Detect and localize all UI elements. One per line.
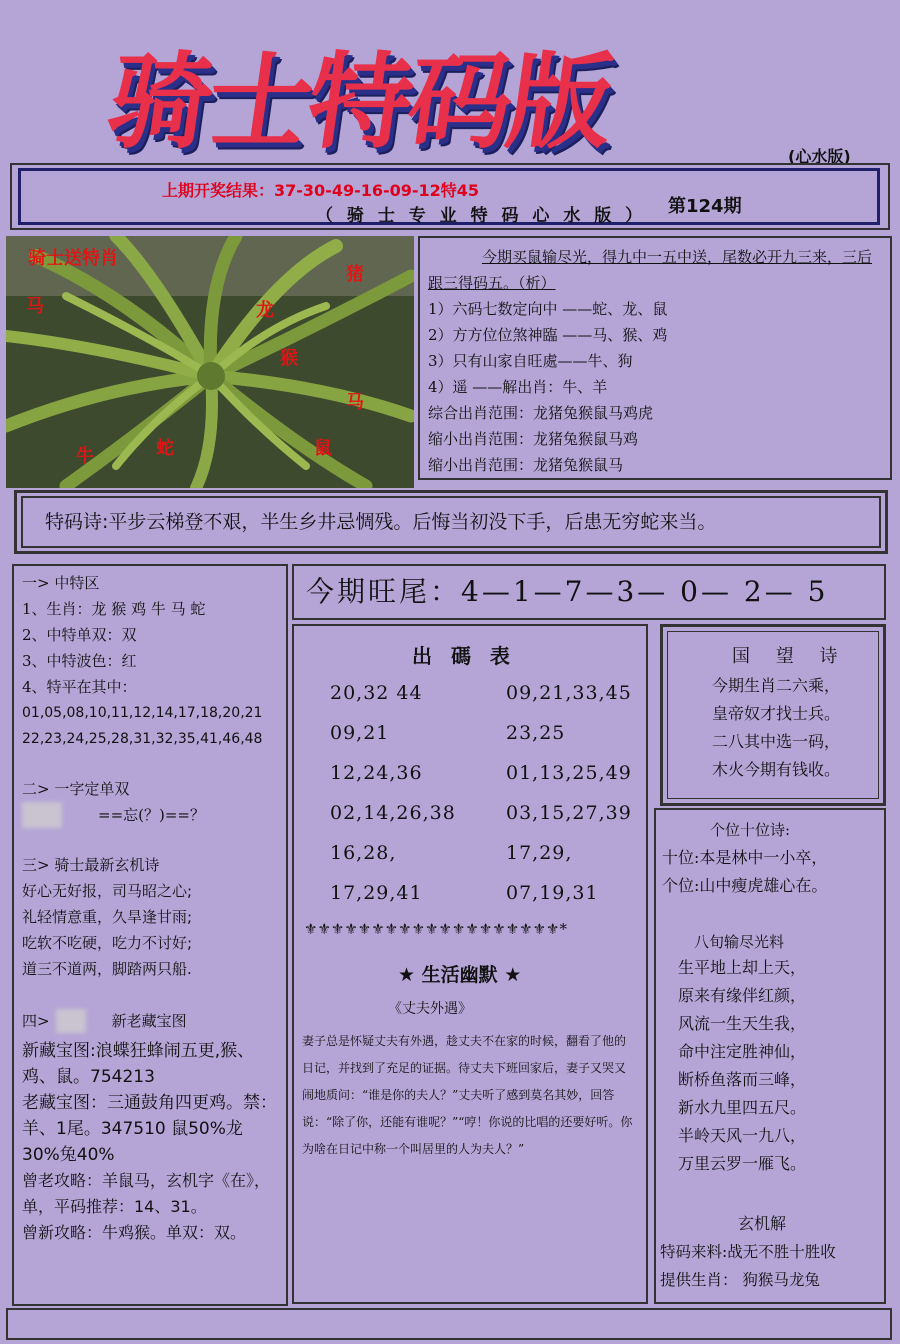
analysis-line: 综合出肖范围：龙猪兔猴鼠马鸡虎 <box>428 404 654 422</box>
joke-text: 妻子总是怀疑丈夫有外遇，趁丈夫不在家的时候，翻看了他的日记，并找到了充足的证据。待丈夫下班回家后，妻子又哭又闹地质问：“谁是你的夫人？”丈夫听了感到莫名其妙，回答说：“除了你，还能有谁呢？”“哼！你说的比唱的还要好听。你为啥在日记中称一个叫居里的人为夫人？” <box>302 1034 633 1156</box>
number-cell: 09,21,33,45 <box>506 682 632 704</box>
plant-label-rat: 鼠 <box>314 438 332 459</box>
plant-label-monkey: 猴 <box>280 348 298 369</box>
plant-image <box>6 236 414 488</box>
slogan: （ 骑 士 专 业 特 码 心 水 版 ） <box>316 206 647 226</box>
section-1-line: 3、中特波色：红 <box>22 652 137 670</box>
section-1-line: 1、生肖：龙 猴 鸡 牛 马 蛇 <box>22 600 206 618</box>
bottom-bar <box>6 1308 892 1340</box>
baju-line: 风流一生天生我， <box>678 1014 807 1033</box>
baju-line: 断桥鱼落而三峰， <box>678 1070 807 1089</box>
number-cell: 23,25 <box>506 722 566 744</box>
section-1-line: 4、特平在其中： <box>22 678 137 696</box>
section-3-line: 好心无好报，司马昭之心; <box>22 882 193 900</box>
guowang-line: 皇帝奴才找士兵。 <box>712 704 841 723</box>
baju-line: 万里云罗一雁飞。 <box>678 1154 807 1173</box>
right-lower-panel <box>654 808 886 1304</box>
section-3-line: 吃软不吃硬，吃力不讨好; <box>22 934 193 952</box>
section-3-line: 道三不道两，脚踏两只船. <box>22 960 192 978</box>
analysis-line: 3）只有山家自旺處——牛、狗 <box>428 352 633 370</box>
gewei-title: 个位十位诗: <box>710 821 791 839</box>
guowang-line: 二八其中选一码， <box>712 732 841 751</box>
divider-ornament: ⚜⚜⚜⚜⚜⚜⚜⚜⚜⚜⚜⚜⚜⚜⚜⚜⚜⚜⚜* <box>304 920 567 938</box>
section-3-line: 礼轻情意重，久旱逢甘雨; <box>22 908 193 926</box>
shiwei-poem: 十位:本是林中一小卒， <box>662 848 828 867</box>
number-cell: 02,14,26,38 <box>330 802 456 824</box>
guowang-inner <box>667 631 879 799</box>
section-1-line: 2、中特单双：双 <box>22 626 137 644</box>
special-numbers-2: 22,23,24,25,28,31,32,35,41,46,48 <box>22 731 263 747</box>
section-4-title-row <box>22 1008 278 1034</box>
laogong-strategy: 曾老攻略：羊鼠马，玄机字《在》，单，平码推荐：14、31。 <box>22 1171 271 1216</box>
xingong-strategy: 曾新攻略：牛鸡猴。单双：双。 <box>22 1223 247 1242</box>
plant-label-snake: 蛇 <box>156 438 174 459</box>
analysis-line: 1）六码七数定向中 ——蛇、龙、鼠 <box>428 300 668 318</box>
xuanji-title: 玄机解 <box>738 1214 787 1233</box>
section-2-line: ==忘(？)==？ <box>98 806 205 824</box>
plant-label-dragon: 龙 <box>256 300 274 321</box>
baju-line: 命中注定胜神仙， <box>678 1042 807 1061</box>
section-2-title: 二> 一字定单双 <box>22 780 130 798</box>
page-title: 骑士特码版 <box>100 41 618 163</box>
guowang-line: 木火今期有钱收。 <box>712 760 841 779</box>
baju-line: 原来有缘伴红颜， <box>678 986 807 1005</box>
number-cell: 12,24,36 <box>330 762 423 784</box>
new-treasure-map: 新藏宝图:浪蝶狂蜂闹五更,猴、鸡、鼠。754213 <box>22 1041 255 1087</box>
joke-title: 《丈夫外遇》 <box>388 1001 472 1017</box>
number-cell: 17,29, <box>506 842 573 864</box>
issue-number: 第124期 <box>668 196 742 217</box>
gewei-poem: 个位:山中瘦虎雄心在。 <box>662 876 828 895</box>
guowang-poem-panel <box>660 624 886 806</box>
old-treasure-map: 老藏宝图：三通鼓角四更鸡。禁：羊、1尾。347510 鼠50%龙30%兔40% <box>22 1093 277 1165</box>
section-3-title: 三> 骑士最新玄机诗 <box>22 856 160 874</box>
section-4-title: 四> <box>22 1012 50 1030</box>
blurred-mark <box>22 802 62 828</box>
analysis-line: 2）方方位位煞神臨 ——马、猴、鸡 <box>428 326 668 344</box>
guowang-line: 今期生肖二六乘， <box>712 676 841 695</box>
plant-label-top: 骑士送特肖 <box>28 248 118 269</box>
number-cell: 07,19,31 <box>506 882 599 904</box>
special-poem-band <box>14 490 888 554</box>
number-cell: 03,15,27,39 <box>506 802 632 824</box>
analysis-line: 缩小出肖范围：龙猪兔猴鼠马鸡 <box>428 430 639 448</box>
masthead <box>100 18 730 168</box>
baju-line: 生平地上却上天， <box>678 958 807 977</box>
number-table-panel <box>292 624 648 1304</box>
section-2-row <box>22 802 278 828</box>
guowang-title: 国 望 诗 <box>732 646 848 667</box>
number-cell: 01,13,25,49 <box>506 762 632 784</box>
number-cell: 09,21 <box>330 722 390 744</box>
section-4-subtitle: 新老藏宝图 <box>111 1012 187 1030</box>
baju-line: 新水九里四五尺。 <box>678 1098 807 1117</box>
number-cell: 20,32 44 <box>330 682 423 704</box>
left-column <box>12 564 288 1306</box>
analysis-panel <box>418 236 892 480</box>
plant-label-horse: 马 <box>26 296 44 317</box>
section-1-title: 一> 中特区 <box>22 574 100 592</box>
lucky-tail-numbers: 今期旺尾：4—1—7—3— 0— 2— 5 <box>292 564 886 620</box>
blurred-mark <box>56 1009 86 1033</box>
humor-title: ★ 生活幽默 ★ <box>398 964 522 986</box>
xuanji-line-2: 提供生肖： 狗猴马龙兔 <box>660 1271 820 1289</box>
special-numbers-1: 01,05,08,10,11,12,14,17,18,20,21 <box>22 705 263 721</box>
baju-title: 八旬输尽光料 <box>694 933 785 951</box>
plant-label-ox: 牛 <box>76 446 94 467</box>
number-cell: 16,28, <box>330 842 397 864</box>
number-cell: 17,29,41 <box>330 882 423 904</box>
number-table-title: 出 碼 表 <box>412 644 516 668</box>
plant-label-horse2: 马 <box>346 392 364 413</box>
last-result: 上期开奖结果：37-30-49-16-09-12特45 <box>162 181 480 200</box>
baju-line: 半岭天风一九八， <box>678 1126 807 1145</box>
analysis-line: 缩小出肖范围：龙猪兔猴鼠马 <box>428 456 624 474</box>
analysis-line: 4）遥 ——解出肖：牛、羊 <box>428 378 608 396</box>
plant-label-pig: 猪 <box>346 264 364 285</box>
xuanji-line-1: 特码来料:战无不胜十胜收 <box>660 1243 836 1261</box>
special-poem: 特码诗:平步云梯登不艰，半生乡井忌惆残。后悔当初没下手，后患无穷蛇来当。 <box>21 496 881 548</box>
edition-label: (心水版) <box>788 147 851 166</box>
analysis-intro: 今期买鼠输尽光，得九中一五中送，尾数必开九三来，三后跟三得码五。（析） <box>428 248 873 292</box>
